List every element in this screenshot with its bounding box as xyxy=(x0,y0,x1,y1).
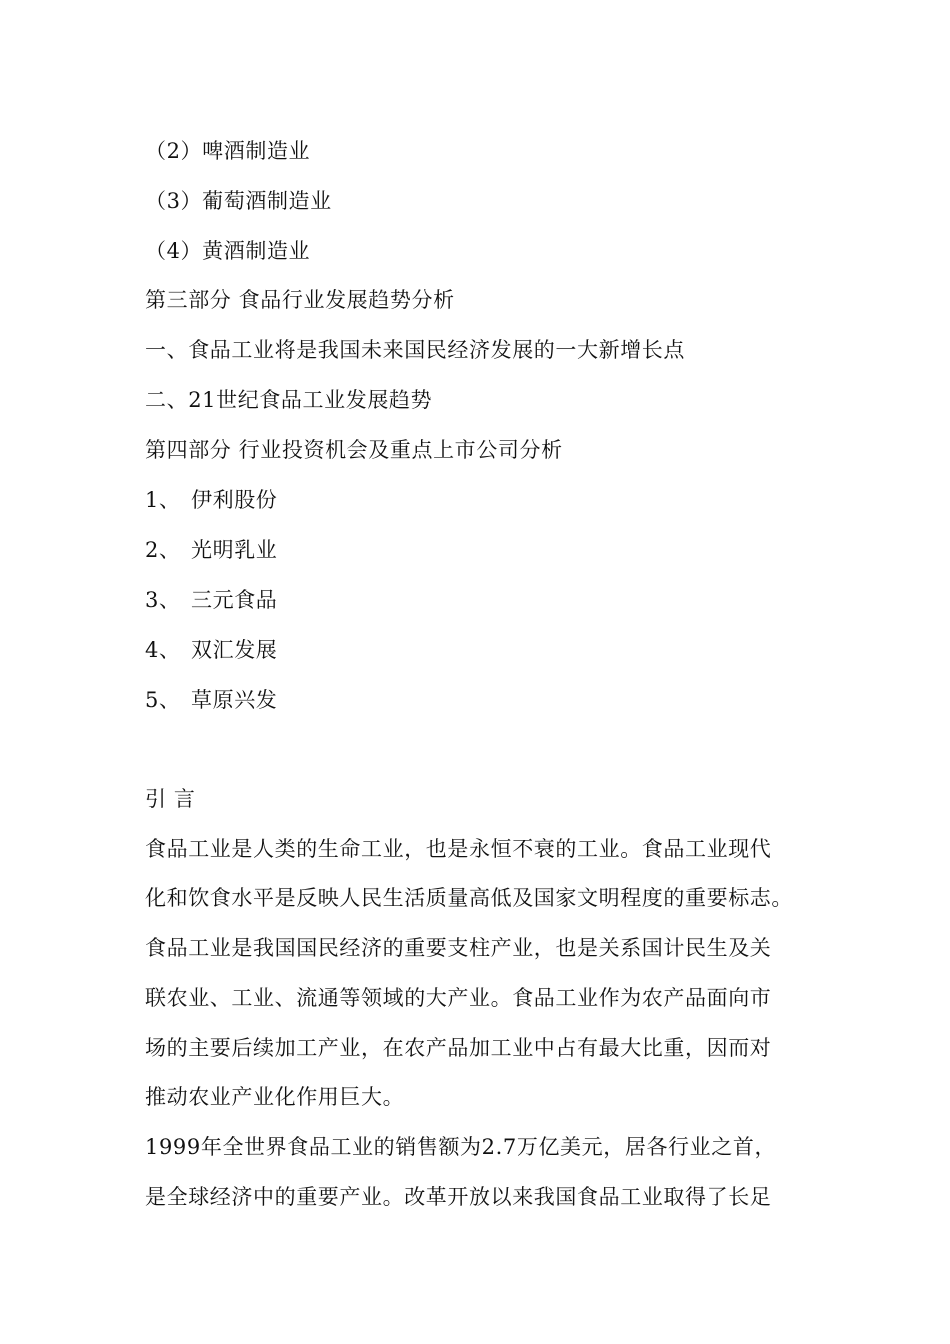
company-item xyxy=(145,486,277,514)
intro-heading: 引 言 xyxy=(145,787,196,811)
company-item xyxy=(145,586,277,614)
company-number: 5、 xyxy=(145,688,181,712)
company-number: 4、 xyxy=(145,638,181,662)
toc-part3-item1: 一、食品工业将是我国未来国民经济发展的一大新增长点 xyxy=(145,338,685,362)
toc-item-wine: （3）葡萄酒制造业 xyxy=(145,189,332,213)
company-name: 三元食品 xyxy=(191,588,278,612)
intro-paragraph-line: 食品工业是我国国民经济的重要支柱产业，也是关系国计民生及关 xyxy=(145,936,772,960)
toc-item-beer: （2）啤酒制造业 xyxy=(145,139,311,163)
company-number: 2、 xyxy=(145,538,181,562)
toc-part3-title: 第三部分 食品行业发展趋势分析 xyxy=(145,288,455,312)
company-name: 草原兴发 xyxy=(191,688,278,712)
intro-paragraph-line: 1999年全世界食品工业的销售额为2.7万亿美元，居各行业之首， xyxy=(145,1135,777,1159)
company-number: 3、 xyxy=(145,588,181,612)
toc-item-yellow-wine: （4）黄酒制造业 xyxy=(145,239,311,263)
company-number: 1、 xyxy=(145,488,181,512)
toc-part4-title: 第四部分 行业投资机会及重点上市公司分析 xyxy=(145,438,563,462)
company-item xyxy=(145,686,277,714)
intro-paragraph-line: 联农业、工业、流通等领域的大产业。食品工业作为农产品面向市 xyxy=(145,986,772,1010)
company-name: 光明乳业 xyxy=(191,538,278,562)
intro-paragraph-line: 食品工业是人类的生命工业，也是永恒不衰的工业。食品工业现代 xyxy=(145,837,772,861)
intro-paragraph-line: 推动农业产业化作用巨大。 xyxy=(145,1085,405,1109)
intro-paragraph-line: 化和饮食水平是反映人民生活质量高低及国家文明程度的重要标志。 xyxy=(145,886,793,910)
company-item xyxy=(145,536,277,564)
company-item xyxy=(145,636,277,664)
toc-part3-item2: 二、21世纪食品工业发展趋势 xyxy=(145,388,433,412)
intro-paragraph-line: 场的主要后续加工产业，在农产品加工业中占有最大比重，因而对 xyxy=(145,1036,772,1060)
intro-paragraph-line: 是全球经济中的重要产业。改革开放以来我国食品工业取得了长足 xyxy=(145,1185,772,1209)
company-name: 伊利股份 xyxy=(191,488,278,512)
company-name: 双汇发展 xyxy=(191,638,278,662)
